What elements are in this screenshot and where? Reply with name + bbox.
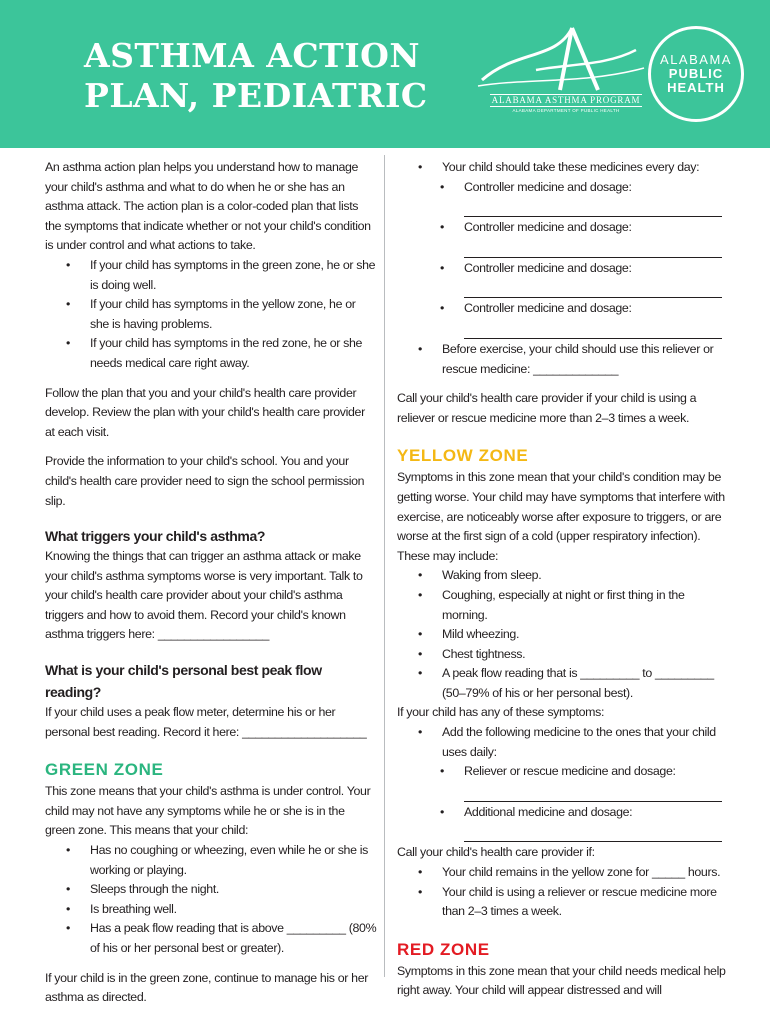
- school-info-paragraph: Provide the information to your child's school. You and your child's health care provider need to sign the school permission slip.: [45, 454, 365, 508]
- title-line-2: PLAN, PEDIATRIC: [84, 76, 428, 115]
- list-item: • Your child is using a reliever or rescue medicine more than 2–3 times a week.: [442, 883, 732, 922]
- controller-blank-1[interactable]: [464, 197, 722, 217]
- controller-list: [442, 178, 732, 339]
- list-item: • Before exercise, your child should use this reliever or rescue medicine: _____________: [442, 340, 732, 379]
- triggers-heading: What triggers your child's asthma?: [45, 528, 265, 545]
- red-zone-heading: RED ZONE: [397, 939, 490, 959]
- list-item: [442, 158, 732, 339]
- list-item: [464, 762, 732, 802]
- list-item: • Sleeps through the night.: [90, 880, 377, 900]
- green-zone-list: [45, 841, 377, 959]
- controller-label: Controller medicine and dosage:: [464, 179, 632, 194]
- list-item: [464, 259, 732, 299]
- triggers-paragraph: Knowing the things that can trigger an asthma attack or make your child's asthma symptoms worse is very important. Talk to your child's health care provider about your child's asthma triggers and how to avoid them. Record your child's known asthma triggers here: _________________: [45, 549, 363, 642]
- call-provider-list: [397, 863, 732, 922]
- list-item: • Has no coughing or wheezing, even while he or she is working or playing.: [90, 841, 377, 880]
- red-zone-intro: Symptoms in this zone mean that your child needs medical help right away. Your child will appear distressed and will: [397, 963, 726, 998]
- peak-flow-paragraph: If your child uses a peak flow meter, determine his or her personal best reading. Record it here: ___________________: [45, 705, 367, 739]
- peak-flow-heading: What is your child's personal best peak flow reading?: [45, 662, 322, 701]
- list-item: • If your child has symptoms in the red zone, he or she needs medical care right away.: [90, 334, 377, 373]
- daily-medicines-label: Your child should take these medicines every day:: [442, 160, 700, 174]
- follow-plan-paragraph: Follow the plan that you and your child's health care provider develop. Review the plan with your child's health care provider at each visit.: [45, 385, 365, 439]
- list-item: • If your child has symptoms in the yellow zone, he or she is having problems.: [90, 295, 377, 334]
- reliever-blank[interactable]: [464, 782, 722, 802]
- controller-label: Controller medicine and dosage:: [464, 220, 632, 235]
- green-zone-heading: GREEN ZONE: [45, 760, 164, 780]
- list-item: • Your child remains in the yellow zone for _____ hours.: [442, 863, 732, 883]
- program-name: ALABAMA ASTHMA PROGRAM: [491, 95, 641, 105]
- list-item: [464, 218, 732, 258]
- call-if-label: Call your child's health care provider if:: [397, 845, 595, 860]
- add-medicine-label: Add the following medicine to the ones that your child uses daily:: [442, 725, 716, 759]
- list-item: • Chest tightness.: [442, 645, 732, 665]
- green-zone-intro: This zone means that your child's asthma is under control. Your child may not have any symptoms while he or she is in the green zone. This means that your child:: [45, 784, 371, 838]
- additional-medicine-label: Additional medicine and dosage:: [464, 804, 633, 819]
- controller-label: Controller medicine and dosage:: [464, 260, 632, 275]
- logo-line-alabama: ALABAMA: [660, 52, 732, 67]
- logo-line-health: HEALTH: [667, 80, 725, 95]
- list-item: • Waking from sleep.: [442, 566, 732, 586]
- list-item: [464, 178, 732, 218]
- alabama-asthma-program-logo: [476, 20, 646, 138]
- controller-blank-4[interactable]: [464, 319, 722, 339]
- reliever-label: Reliever or rescue medicine and dosage:: [464, 764, 676, 779]
- swoosh-a-icon: [476, 20, 646, 138]
- header-banner: [0, 0, 770, 148]
- yellow-zone-intro: Symptoms in this zone mean that your child's condition may be getting worse. Your child may have symptoms that interfere with exercise, are noticeably worse after exposure to triggers, or are worse at the first sign of a cold (upper respiratory infection). These may include:: [397, 470, 725, 563]
- list-item: • If your child has symptoms in the green zone, he or she is doing well.: [90, 256, 377, 295]
- list-item: • Mild wheezing.: [442, 625, 732, 645]
- yellow-zone-heading: YELLOW ZONE: [397, 446, 529, 466]
- list-item: • Is breathing well.: [90, 900, 377, 920]
- intro-paragraph: An asthma action plan helps you understand how to manage your child's asthma and what to do when he or she has an asthma attack. The action plan is a color-coded plan that lists the symptoms that indicate whether or not your child's condition is under control and what actions to take.: [45, 160, 371, 253]
- controller-label: Controller medicine and dosage:: [464, 301, 632, 316]
- additional-medicine-blank[interactable]: [464, 822, 722, 842]
- title-line-1: ASTHMA ACTION: [84, 36, 421, 75]
- list-item: [464, 299, 732, 339]
- controller-blank-2[interactable]: [464, 238, 722, 258]
- daily-medicine-list: [397, 158, 732, 379]
- column-divider: [384, 155, 385, 977]
- page-title: [84, 36, 428, 116]
- green-zone-outro: If your child is in the green zone, continue to manage his or her asthma as directed.: [45, 970, 369, 1005]
- program-subtitle: ALABAMA DEPARTMENT OF PUBLIC HEALTH: [512, 108, 620, 113]
- list-item: [442, 723, 732, 842]
- alabama-public-health-logo: [648, 26, 744, 122]
- controller-blank-3[interactable]: [464, 278, 722, 298]
- yellow-zone-list: [397, 566, 732, 703]
- call-provider-paragraph: Call your child's health care provider if your child is using a reliever or rescue medicine more than 2–3 times a week.: [397, 391, 697, 425]
- zone-summary-list: [45, 256, 377, 374]
- yellow-action-list: [397, 723, 732, 842]
- left-column: [45, 158, 377, 1008]
- right-column: [397, 158, 732, 1001]
- list-item: • A peak flow reading that is _________ to _________ (50–79% of his or her personal best).: [442, 664, 732, 703]
- list-item: [464, 803, 732, 843]
- yellow-medicine-list: [442, 762, 732, 842]
- list-item: • Has a peak flow reading that is above _________ (80% of his or her personal best or greater).: [90, 919, 377, 958]
- if-symptoms-label: If your child has any of these symptoms:: [397, 705, 605, 720]
- list-item: • Coughing, especially at night or first thing in the morning.: [442, 586, 732, 625]
- logo-line-public: PUBLIC: [668, 66, 724, 81]
